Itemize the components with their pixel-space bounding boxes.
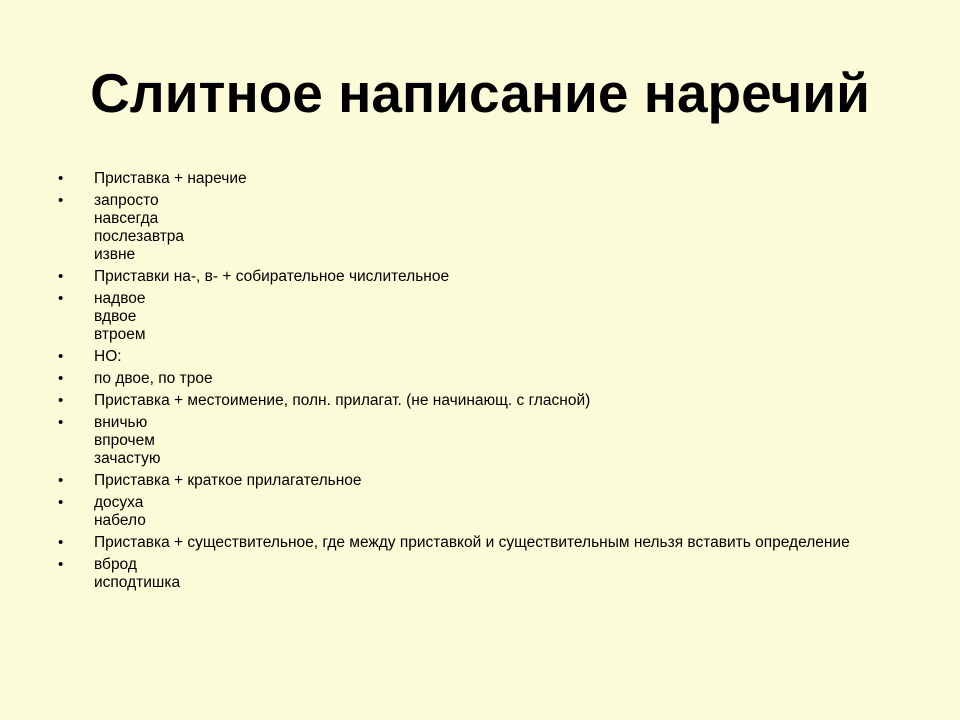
bullet-icon: • bbox=[58, 268, 64, 285]
bullet-icon: • bbox=[58, 170, 64, 187]
bullet-icon: • bbox=[58, 348, 64, 365]
list-item bbox=[58, 268, 908, 286]
list-item bbox=[58, 494, 908, 530]
bullet-icon: • bbox=[58, 534, 64, 551]
bullet-icon: • bbox=[58, 392, 64, 409]
list-item bbox=[58, 392, 908, 410]
list-item bbox=[58, 472, 908, 490]
list-item bbox=[58, 192, 908, 264]
bullet-icon: • bbox=[58, 494, 64, 511]
list-item-text: вничью впрочем зачастую bbox=[94, 414, 161, 467]
list-item-text: вброд исподтишка bbox=[94, 556, 181, 591]
bullet-icon: • bbox=[58, 556, 64, 573]
bullet-icon: • bbox=[58, 472, 64, 489]
list-item-text: Приставка + существительное, где между приставкой и существительным нельзя вставить определение bbox=[94, 534, 850, 551]
list-item bbox=[58, 348, 908, 366]
slide-title: Слитное написание наречий bbox=[90, 62, 870, 124]
list-item bbox=[58, 170, 908, 188]
bullet-icon: • bbox=[58, 290, 64, 307]
list-item-text: надвое вдвое втроем bbox=[94, 290, 146, 343]
list-item bbox=[58, 414, 908, 468]
list-item-text: Приставка + краткое прилагательное bbox=[94, 472, 362, 489]
bullet-icon: • bbox=[58, 192, 64, 209]
list-item-text: Приставки на-, в- + собирательное числительное bbox=[94, 268, 450, 285]
list-item-text: досуха набело bbox=[94, 494, 146, 529]
list-item-text: Приставка + местоимение, полн. прилагат. (не начинающ. с гласной) bbox=[94, 392, 591, 409]
bullet-icon: • bbox=[58, 414, 64, 431]
list-item-text: запросто навсегда послезавтра извне bbox=[94, 192, 185, 263]
list-item bbox=[58, 556, 908, 592]
bullet-list bbox=[58, 170, 908, 596]
list-item bbox=[58, 534, 908, 552]
bullet-icon: • bbox=[58, 370, 64, 387]
list-item-text: Приставка + наречие bbox=[94, 170, 247, 187]
list-item bbox=[58, 290, 908, 344]
list-item-text: по двое, по трое bbox=[94, 370, 213, 387]
list-item-text: НО: bbox=[94, 348, 122, 365]
list-item bbox=[58, 370, 908, 388]
